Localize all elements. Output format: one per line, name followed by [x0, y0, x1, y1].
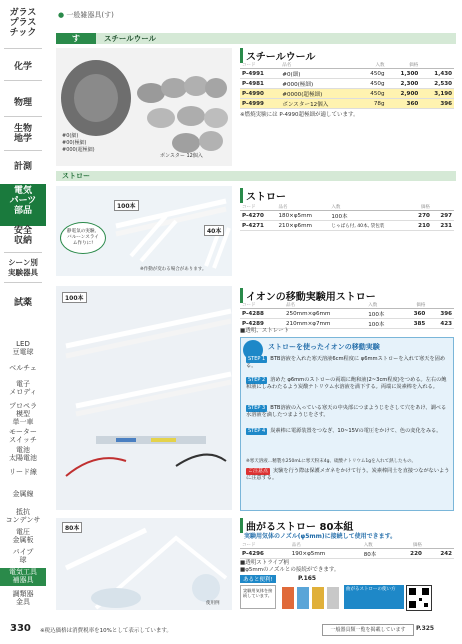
sidebar-sub-metal-wire[interactable]: 金属線 [12, 490, 34, 498]
ion-note: ■透明、ストレート [240, 328, 290, 334]
table-row: P-4999 ボンスター12個入 78g 360 396 [242, 100, 452, 108]
sidebar-sub-battery[interactable]: 電池 太陽電池 [9, 446, 37, 462]
ion-table: コード 品名 入数 価格 P-4288 250mm×φ6mm 100本 360 396 P-4289 210mm×φ7mm 100本 385 423 [242, 303, 452, 328]
straw-title: ストロー [240, 188, 286, 203]
index-page[interactable]: P.325 [416, 625, 435, 632]
bend-photo [56, 518, 232, 610]
bend-title: 曲がるストロー 80本組 [240, 518, 353, 533]
sidebar-sub-resistor[interactable]: 抵抗 コンデンサ [5, 508, 41, 524]
sidebar-item-biology[interactable]: 生物 地学 [13, 124, 32, 144]
steelwool-title: スチールウール [240, 48, 315, 63]
ion-badge: 100本 [62, 292, 87, 303]
bend-subtitle: 実験用気体のノズル(φ5mm)に接続して使用できます。 [244, 533, 397, 540]
ion-step-1: STEP 1 BTB溶液を入れた寒天溶液6cm程度に φ6mmストローを入れて寒天を固める。 [246, 356, 446, 369]
section-tag: す [56, 33, 96, 44]
straw-bubble: 静電気の実験、バルーンスライム作りに! [60, 222, 106, 254]
section-bar-straw: ストロー [56, 171, 456, 181]
ion-box-note: ※寒天溶液…精製水250mLに寒天粉末4g、硫酸ナトリウム1gを入れて熱したもの。 [246, 459, 416, 464]
table-row: P-4271 210×φ6mm じゃばら付, 40本, 袋包装 210 231 [242, 222, 452, 229]
ion-title: イオンの移動実験用ストロー [240, 288, 376, 303]
sidebar-sub-lead[interactable]: リード線 [9, 468, 37, 476]
steelwool-note: ※燃焼実験には P-4990超極細が適しています。 [240, 112, 359, 118]
bend-table: コード 品名 入数 価格 P-4296 190×φ5mm 80本 220 242 [242, 543, 452, 558]
bend-related-label: あると便利! [240, 575, 276, 583]
sidebar-item-scenes[interactable]: シーン別 実験器具 [8, 258, 38, 277]
table-row: P-4990 #0000(超極細) 450g 2,900 3,190 [242, 90, 452, 98]
sidebar-item-reagents[interactable]: 試薬 [13, 298, 32, 308]
sidebar-sub-pipe[interactable]: パイプ 球 [12, 548, 34, 564]
table-row: P-4296 190×φ5mm 80本 220 242 [242, 550, 452, 558]
sidebar-sub-fittings[interactable]: 調類器 金具 [12, 590, 34, 606]
straw-table: コード 品名 入数 価格 P-4270 180×φ5mm 100本 270 297 P-4271 210×φ6mm じゃばら付, 40本, 袋包装 210 231 [242, 205, 452, 229]
straw-badge-100: 100本 [114, 200, 139, 211]
gas-cans-image [280, 585, 340, 609]
bend-notes: ■透明ストライプ柄 ■φ5mmのノズルとの接続ができます。 [240, 560, 340, 573]
ion-step-2: STEP 2 溶めた φ6mmのストローの両端に飽和液(2~3cm程度)をつめる。左右の飽和液にしみわたるよう炭酸ナトリウム水溶液を満下する。両端に炭素棒を入れる。 [246, 377, 447, 390]
ion-step-4: STEP 4 炭素棒に電源装置をつなぎ、10~15Vの電圧をかけて、色の変化をみる。 [248, 428, 442, 434]
sidebar-item-electric-parts[interactable]: 電気 パーツ 部品 [0, 184, 46, 226]
sidebar-sub-melody[interactable]: 電子 メロディ [9, 380, 37, 396]
qr-code-icon [406, 585, 432, 611]
ion-photo [56, 286, 232, 510]
section-label-steelwool: スチールウール [104, 34, 157, 43]
sidebar-item-safety[interactable]: 安全 収納 [13, 226, 32, 246]
bend-photo-credit: 使用例 [206, 601, 220, 606]
sidebar-item-physics[interactable]: 物理 [13, 98, 32, 108]
sidebar-sub-led[interactable]: LED 豆電球 [12, 340, 34, 356]
sidebar [0, 0, 48, 644]
steelwool-photo-labels: #0(細) #00(極細) #000(超極細) [62, 133, 95, 153]
table-row: P-4981 #000(極細) 450g 2,300 2,530 [242, 80, 452, 88]
sidebar-sub-electrode[interactable]: 電圧 金属板 [12, 528, 34, 544]
table-row: P-4289 210mm×φ7mm 100本 385 423 [242, 320, 452, 328]
table-row: P-4288 250mm×φ6mm 100本 360 396 [242, 310, 452, 318]
bend-badge: 80本 [62, 522, 82, 533]
bend-usage-box: 曲がるストローの使い方 [344, 585, 404, 609]
sidebar-top-label[interactable]: ガラス プラス チック [9, 8, 37, 38]
sidebar-sub-tools[interactable]: 電気工具 補器具 [0, 568, 46, 586]
straw-photo-caption: ※作動が変わる場合があります。 [140, 267, 207, 272]
straw-badge-40: 40本 [204, 225, 224, 236]
table-row: P-4270 180×φ5mm 100本 270 297 [242, 212, 452, 220]
sidebar-sub-peltier[interactable]: ベルチェ [9, 364, 37, 372]
steelwool-table: コード 品名 入数 価格 P-4991 #0(細) 450g 1,300 1,430 P-4981 #000(極細) 450g 2,300 2,530 P-4990 #0000(超極細) 450g 2,900 3,190 P-4999 ボンスター12個入 78g 360 396 [242, 63, 452, 108]
ion-box-title: ストローを使ったイオンの移動実験 [268, 343, 380, 351]
table-row: P-4991 #0(細) 450g 1,300 1,430 [242, 70, 452, 78]
bend-related-page[interactable]: P.165 [298, 575, 317, 582]
page-category: ● 一般雑器具(す) [58, 11, 114, 19]
sidebar-sub-motor[interactable]: モーター スイッチ [9, 428, 37, 444]
page-number: 330 [10, 623, 31, 634]
steelwool-bonstar-label: ボンスター 12個入 [160, 153, 203, 159]
sidebar-sub-propeller[interactable]: プロペラ 模型 単一車 [9, 402, 37, 426]
sidebar-item-measure[interactable]: 計測 [13, 162, 32, 172]
sidebar-item-chemistry[interactable]: 化学 [13, 62, 32, 72]
ion-caution: ご注意点 実験を行う際は保護メガネをかけて行う。炭素棒同士を直接つながないように注意する。 [246, 468, 450, 481]
index-link[interactable]: 一般器具類一覧を掲載しています [322, 624, 414, 636]
tax-note: ※税込価格は消費税率を10%として表示しています。 [40, 628, 172, 634]
bend-related-box: 実験用気体を接続しています。 [240, 585, 276, 609]
ion-step-3: STEP 3 BTB溶液の入っている寒天の中央部につまようじをさして穴をあけ、調べる水溶液を滴したつまようじをさす。 [246, 405, 447, 418]
